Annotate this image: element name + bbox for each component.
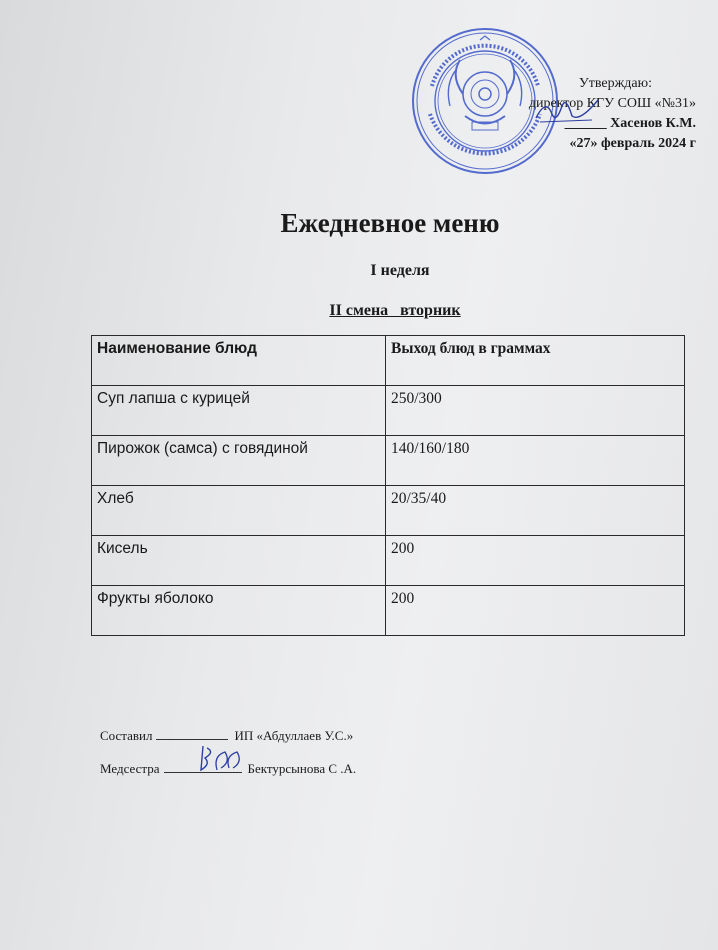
director-signature	[532, 92, 602, 128]
compiled-by-label: Составил	[100, 728, 153, 743]
approval-position: директор КГУ СОШ «№31»	[528, 96, 696, 111]
menu-table	[91, 335, 685, 636]
output-cell: 20/35/40	[386, 486, 685, 536]
dish-cell: Кисель	[92, 536, 386, 586]
table-row	[92, 386, 685, 436]
table-header-row	[92, 336, 685, 386]
dish-cell: Фрукты яболоко	[92, 586, 386, 636]
nurse-signature	[195, 742, 245, 776]
table-row	[92, 436, 685, 486]
column-header-dish: Наименование блюд	[92, 336, 386, 386]
approval-date: «27» февраль 2024 г	[569, 136, 696, 151]
nurse-value: Бектурсынова С .А.	[247, 761, 357, 776]
output-cell: 250/300	[386, 386, 685, 436]
table-row	[92, 586, 685, 636]
output-cell: 200	[386, 536, 685, 586]
table-row	[92, 486, 685, 536]
dish-cell: Пирожок (самса) с говядиной	[92, 436, 386, 486]
approval-heading: Утверждаю:	[578, 76, 652, 91]
dish-cell: Суп лапша с курицей	[92, 386, 386, 436]
page-title: Ежедневное меню	[280, 208, 500, 238]
signature-blank	[156, 729, 228, 740]
week-label: I неделя	[370, 262, 430, 279]
approval-director-name: ______ Хасенов К.М.	[564, 116, 696, 131]
dish-cell: Хлеб	[92, 486, 386, 536]
nurse-label: Медсестра	[100, 761, 160, 776]
shift-day-label: II смена вторник	[329, 302, 461, 319]
column-header-output: Выход блюд в граммах	[386, 336, 685, 386]
compiled-by-value: ИП «Абдуллаев У.С.»	[234, 728, 354, 743]
output-cell: 200	[386, 586, 685, 636]
table-row	[92, 536, 685, 586]
output-cell: 140/160/180	[386, 436, 685, 486]
